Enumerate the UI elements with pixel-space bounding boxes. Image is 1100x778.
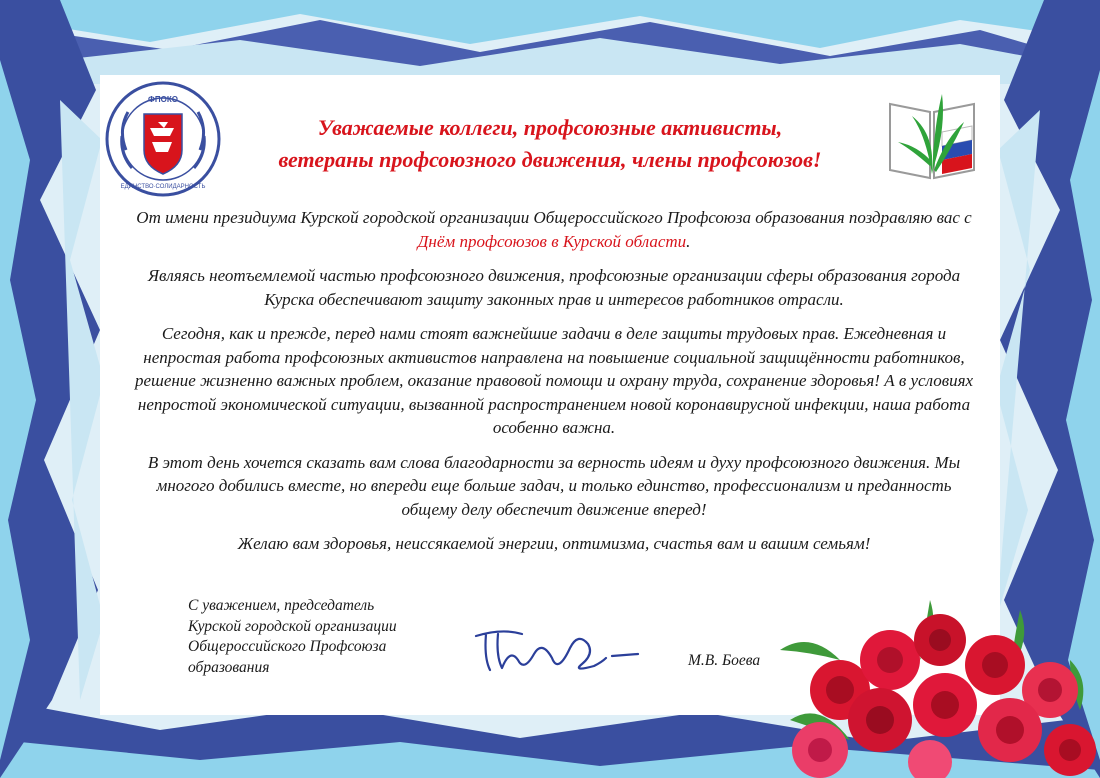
- greeting-heading: [230, 112, 870, 176]
- handwritten-signature: [462, 618, 642, 688]
- paragraph-3: Сегодня, как и прежде, перед нами стоят важнейшие задачи в деле защиты трудовых прав. Ежедневная и непростая работа профсоюзных активистов направлена на повышение социальной защищённости работников, решение жизненно важных проблем, оказание правовой помощи и охрану труда, сохранение здоровья! А в условиях непростой экономической ситуации, вызванной распространением новой коронавирусной инфекции, наша работа особенно важна.: [134, 324, 974, 437]
- paragraph-1: [128, 206, 980, 253]
- signature-line-1: С уважением, председатель: [188, 597, 375, 614]
- trade-union-federation-emblem: [104, 80, 222, 198]
- svg-text:ФПОКО: ФПОКО: [148, 95, 178, 104]
- paragraph-2: Являясь неотъемлемой частью профсоюзного движения, профсоюзные организации сферы образования города Курска обеспечивают защиту законных прав и интересов работников отрасли.: [147, 266, 961, 309]
- signer-name: М.В. Боева: [688, 652, 761, 669]
- signature-line-2: Курской городской организации: [188, 617, 397, 635]
- paragraph-1-lead: От имени президиума Курской городской организации Общероссийского Профсоюза образования поздравляю вас с: [136, 208, 972, 227]
- paragraph-5: Желаю вам здоровья, неиссякаемой энергии, оптимизма, счастья вам и вашим семьям!: [237, 534, 871, 553]
- svg-text:ЕДИНСТВО·СОЛИДАРНОСТЬ: ЕДИНСТВО·СОЛИДАРНОСТЬ: [120, 184, 206, 190]
- signature-line-3: Общероссийского Профсоюза: [188, 638, 387, 655]
- letter-body: [128, 206, 980, 567]
- paragraph-1-end: .: [686, 231, 691, 251]
- signature-line-4: образования: [188, 658, 270, 676]
- heading-line-2: ветераны профсоюзного движения, члены профсоюзов!: [278, 147, 822, 172]
- holiday-name: Днём профсоюзов в Курской области: [417, 231, 687, 251]
- education-union-book-icon: [882, 86, 982, 186]
- heading-line-1: Уважаемые коллеги, профсоюзные активисты,: [317, 115, 783, 140]
- signature-block: [188, 596, 397, 678]
- roses-bouquet-image: [770, 590, 1100, 778]
- paragraph-4: В этот день хочется сказать вам слова благодарности за верность идеям и духу профсоюзного движения. Мы многого добились вместе, но впереди еще больше задач, и только единство, профессионализм и преданность общему делу обеспечит движение вперед!: [147, 452, 961, 519]
